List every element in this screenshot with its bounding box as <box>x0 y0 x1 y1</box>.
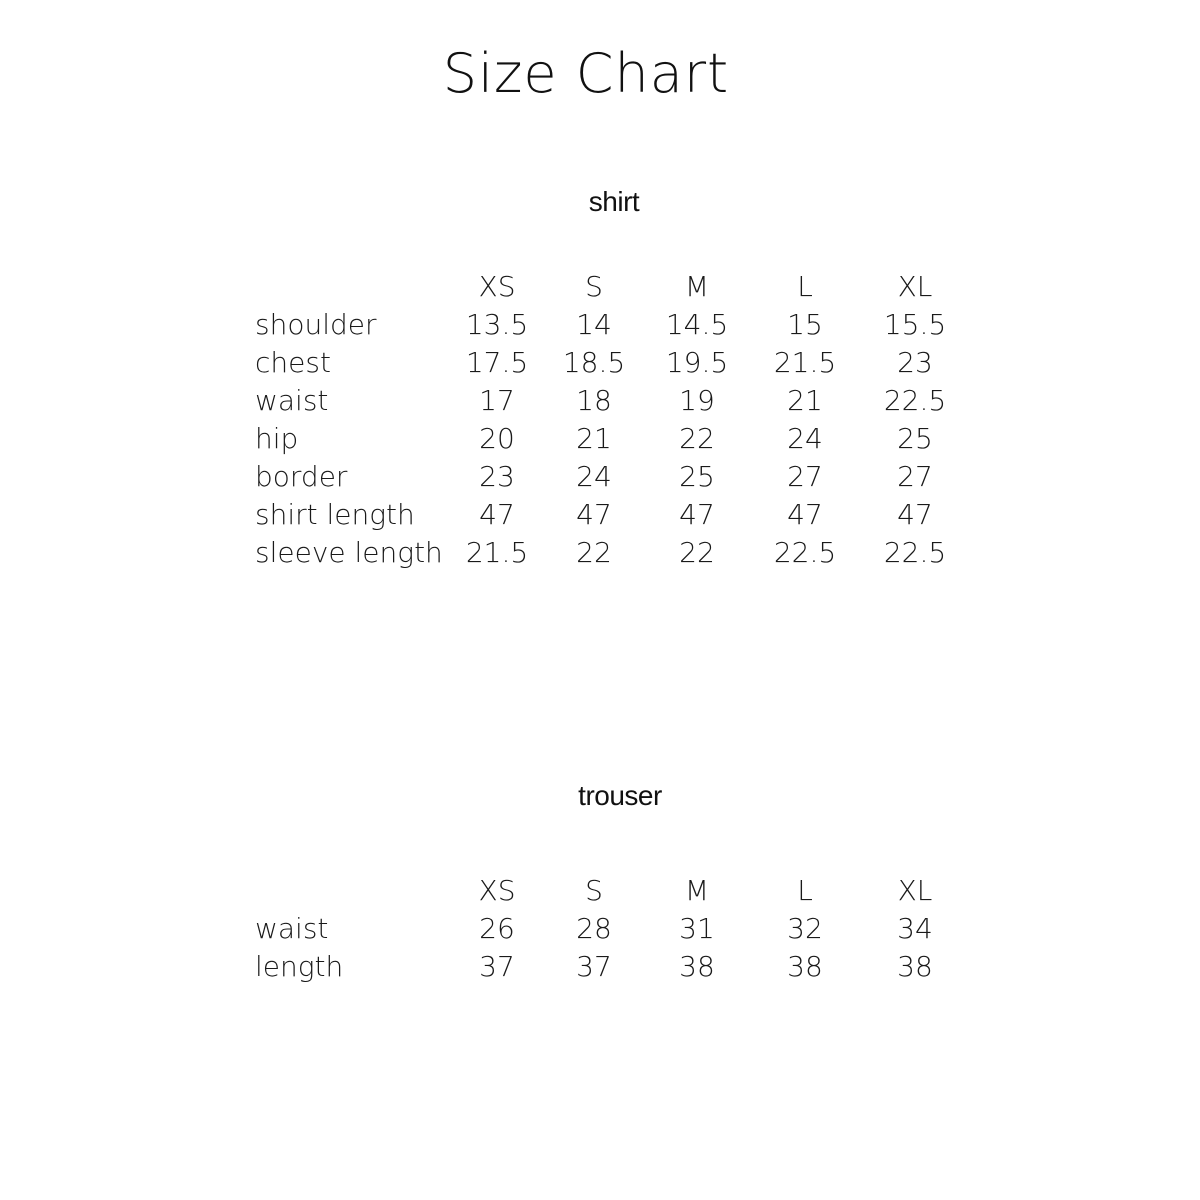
size-header: XS <box>478 270 516 303</box>
table-cell: 22.5 <box>883 536 947 569</box>
size-header: XL <box>897 270 933 303</box>
table-cell: 21 <box>576 422 612 455</box>
table-cell: 22.5 <box>773 536 837 569</box>
table-cell: 21.5 <box>773 346 837 379</box>
size-header: M <box>684 874 710 907</box>
table-cell: 15.5 <box>883 308 947 341</box>
table-cell: 22 <box>679 536 715 569</box>
row-label: chest <box>255 346 331 379</box>
table-cell: 37 <box>479 950 515 983</box>
table-cell: 14.5 <box>665 308 729 341</box>
size-header: S <box>585 874 603 907</box>
row-label: shirt length <box>255 498 415 531</box>
table-cell: 17 <box>479 384 515 417</box>
table-cell: 22 <box>679 422 715 455</box>
table-cell: 47 <box>897 498 933 531</box>
table-cell: 47 <box>479 498 515 531</box>
row-label: border <box>255 460 348 493</box>
table-cell: 19 <box>679 384 715 417</box>
table-cell: 26 <box>479 912 515 945</box>
table-cell: 23 <box>479 460 515 493</box>
size-header: XS <box>478 874 516 907</box>
table-cell: 47 <box>679 498 715 531</box>
table-cell: 21 <box>787 384 823 417</box>
table-cell: 27 <box>897 460 933 493</box>
table-cell: 14 <box>576 308 612 341</box>
table-cell: 23 <box>897 346 933 379</box>
table-cell: 17.5 <box>465 346 529 379</box>
table-cell: 37 <box>576 950 612 983</box>
table-cell: 32 <box>787 912 823 945</box>
table-cell: 47 <box>576 498 612 531</box>
page-title: Size Chart <box>442 42 730 105</box>
table-cell: 31 <box>679 912 715 945</box>
table-cell: 13.5 <box>465 308 529 341</box>
size-header: L <box>797 874 813 907</box>
table-cell: 38 <box>679 950 715 983</box>
table-cell: 25 <box>897 422 933 455</box>
table-cell: 21.5 <box>465 536 529 569</box>
size-header: XL <box>897 874 933 907</box>
size-header: L <box>797 270 813 303</box>
table-cell: 24 <box>787 422 823 455</box>
size-header: S <box>585 270 603 303</box>
row-label: waist <box>255 912 329 945</box>
table-cell: 20 <box>479 422 515 455</box>
table-cell: 47 <box>787 498 823 531</box>
table-cell: 34 <box>897 912 933 945</box>
table-cell: 28 <box>576 912 612 945</box>
table-cell: 38 <box>897 950 933 983</box>
table-cell: 25 <box>679 460 715 493</box>
table-cell: 19.5 <box>665 346 729 379</box>
trouser-section-title: trouser <box>578 780 662 811</box>
row-label: length <box>255 950 344 983</box>
shirt-section-title: shirt <box>588 186 640 217</box>
row-label: shoulder <box>255 308 377 341</box>
table-cell: 18.5 <box>562 346 626 379</box>
table-cell: 22 <box>576 536 612 569</box>
row-label: waist <box>255 384 329 417</box>
table-cell: 15 <box>787 308 823 341</box>
row-label: sleeve length <box>255 536 443 569</box>
row-label: hip <box>255 422 299 455</box>
table-cell: 22.5 <box>883 384 947 417</box>
table-cell: 38 <box>787 950 823 983</box>
table-cell: 24 <box>576 460 612 493</box>
size-header: M <box>684 270 710 303</box>
table-cell: 18 <box>576 384 612 417</box>
table-cell: 27 <box>787 460 823 493</box>
